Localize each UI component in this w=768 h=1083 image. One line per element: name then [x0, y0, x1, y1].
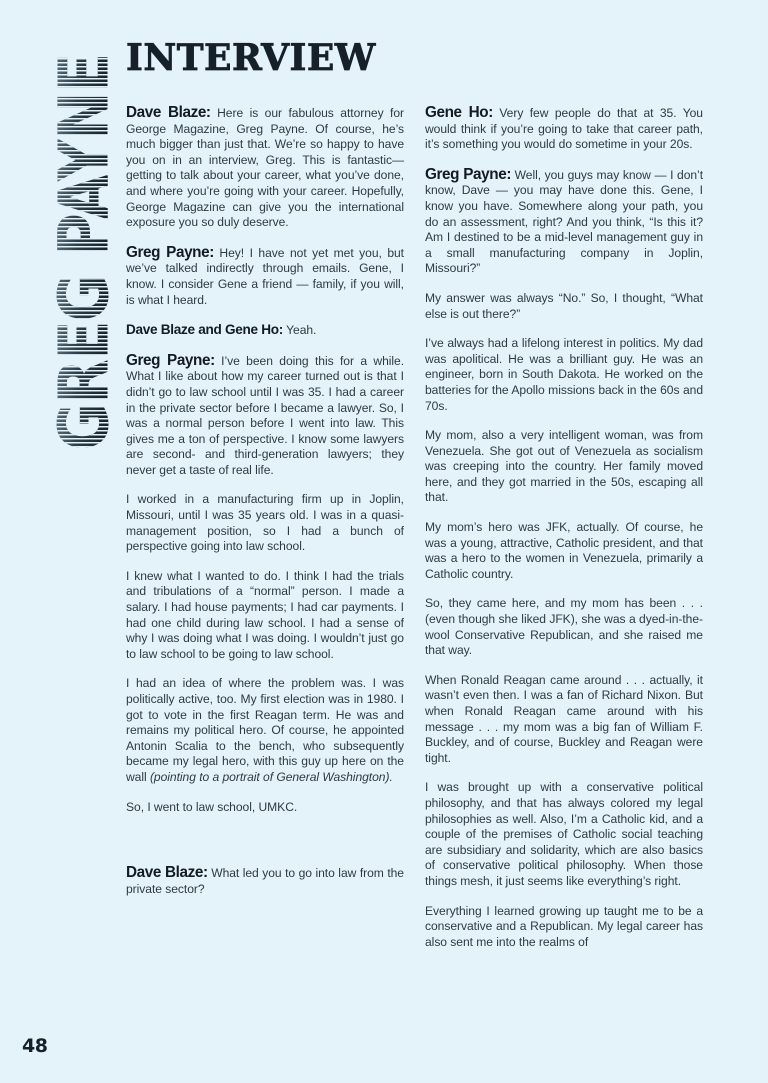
speaker-label: Greg Payne:	[425, 165, 512, 183]
paragraph-text: I was brought up with a conservative political philosophy, and that has always colored my legal philosophies as well. Also, I’m a Catholic kid, and a couple of the premises of Catholic social teaching are subsidiary and solidarity, which are also basics of conservative political philosophy. When those things mesh, it just seems like everything’s right.	[425, 780, 703, 888]
body-paragraph	[425, 904, 703, 951]
paragraph-text: So, they came here, and my mom has been . . . (even though she liked JFK), she was a dyed-in-the-wool Conservative Republican, and she raised me that way.	[425, 596, 703, 658]
body-paragraph	[126, 492, 404, 554]
speaker-label: Dave Blaze:	[126, 104, 211, 121]
speaker-label: Gene Ho:	[425, 104, 493, 121]
column-left	[126, 105, 404, 897]
vertical-name-rail	[0, 0, 125, 1083]
speaker-label: Greg Payne:	[126, 243, 214, 261]
body-paragraph	[425, 520, 703, 582]
dialogue-paragraph	[425, 167, 703, 277]
body-paragraph	[425, 336, 703, 414]
vertical-name-text: GREG PAYNE	[43, 54, 125, 451]
body-paragraph	[425, 673, 703, 767]
paragraph-text: What led you to go into law from the private sector?	[126, 866, 404, 896]
paragraph-text: Yeah.	[283, 323, 317, 338]
body-paragraph	[425, 291, 703, 322]
paragraph-text: So, I went to law school, UMKC.	[126, 799, 298, 814]
body-paragraph	[425, 428, 703, 506]
paragraph-text: I’ve always had a lifelong interest in politics. My dad was apolitical. He was a brilliant guy. He was an engineer, born in South Dakota. He worked on the batteries for the Apollo missions back in the 60s and 70s.	[425, 336, 703, 413]
article-content	[126, 37, 704, 950]
paragraph-spacer	[126, 829, 404, 865]
dialogue-paragraph	[425, 105, 703, 153]
paragraph-text: My mom, also a very intelligent woman, was from Venezuela. She got out of Venezuela as socialism was creeping into the country. Her family moved here, and they got married in the 50s, escaping all that.	[425, 428, 703, 505]
body-paragraph	[126, 800, 404, 816]
dialogue-paragraph	[126, 322, 404, 339]
page-title: INTERVIEW	[126, 37, 376, 79]
paragraph-text: Well, you guys may know — I don’t know, Dave — you may have done this. Gene, I know you have. Somewhere along your path, you do an assessment, right? And you think, “Is this it? Am I destined to be a mid-level management guy in a small manufacturing company in Joplin, Missouri?”	[425, 167, 704, 276]
body-paragraph	[126, 569, 404, 663]
paragraph-text: I’ve been doing this for a while. What I like about how my career turned out is that I didn’t go to law school until I was 35. I had a career in the private sector before I became a lawyer. So, I was a normal person before I went into law. This gives me a ton of perspective. I know some lawyers are second- and third-generation lawyers; they never get a taste of real life.	[126, 353, 405, 477]
column-right	[425, 105, 703, 950]
dialogue-paragraph	[126, 105, 404, 231]
speaker-label: Dave Blaze:	[126, 864, 208, 882]
paragraph-text: Everything I learned growing up taught me to be a conservative and a Republican. My legal career has also sent me into the realms of	[425, 903, 703, 949]
paragraph-text: Very few people do that at 35. You would think if you’re going to take that career path, it’s something you would do sometime in your 20s.	[425, 106, 703, 152]
paragraph-text: When Ronald Reagan came around . . . actually, it wasn’t even then. I was a fan of Richard Nixon. But when Ronald Reagan came around with his message . . . my mom was a big fan of William F. Buckley, and of course, Buckley and Reagan were tight.	[425, 672, 703, 765]
dialogue-paragraph	[126, 353, 404, 479]
paragraph-text: My answer was always “No.” So, I thought, “What else is out there?”	[425, 290, 703, 321]
body-paragraph	[425, 780, 703, 889]
paragraph-text: Hey! I have not yet met you, but we’ve talked indirectly through emails. Gene, I know. I consider Gene a friend — family, if you will, is what I heard.	[126, 245, 404, 307]
speaker-label: Dave Blaze and Gene Ho:	[126, 322, 284, 338]
body-paragraph	[425, 596, 703, 658]
paragraph-text: Here is our fabulous attorney for George Magazine, Greg Payne. Of course, he’s much bigger than just that. We’re so happy to have you on in an interview, Greg. This is fantastic—getting to talk about your career, what you’ve done, and where you’re going with your career. Hopefully, George Magazine can give you the international exposure you so duly deserve.	[126, 106, 404, 230]
paragraph-text: I knew what I wanted to do. I think I had the trials and tribulations of a “normal” person. I made a salary. I had house payments; I had car payments. I had one child during law school. I had a sense of why I was doing what I was doing. I wouldn’t just go to law school to be going to law school.	[126, 568, 404, 661]
dialogue-paragraph	[126, 865, 404, 897]
stage-direction: (pointing to a portrait of General Washington).	[149, 769, 393, 784]
paragraph-text: I worked in a manufacturing firm up in Joplin, Missouri, until I was 35 years old. I was in a quasi-management position, so I had a bunch of perspective going into law school.	[126, 492, 404, 554]
speaker-label: Greg Payne:	[126, 351, 215, 369]
page-number: 48	[22, 1035, 48, 1057]
vertical-name-wrapper	[43, 54, 125, 474]
body-paragraph	[126, 676, 404, 785]
article-columns	[126, 105, 704, 950]
dialogue-paragraph	[126, 245, 404, 308]
paragraph-text: My mom’s hero was JFK, actually. Of course, he was a young, attractive, Catholic president, and that was a hero to the women in Venezuela, primarily a Catholic country.	[425, 520, 703, 581]
paragraph-text: I had an idea of where the problem was. I was politically active, too. My first election was in 1980. I got to vote in the first Reagan term. He was and remains my political hero. Of course, he appointed Antonin Scalia to the bench, who subsequently became my legal hero, with this guy up here on the wall	[126, 676, 404, 784]
